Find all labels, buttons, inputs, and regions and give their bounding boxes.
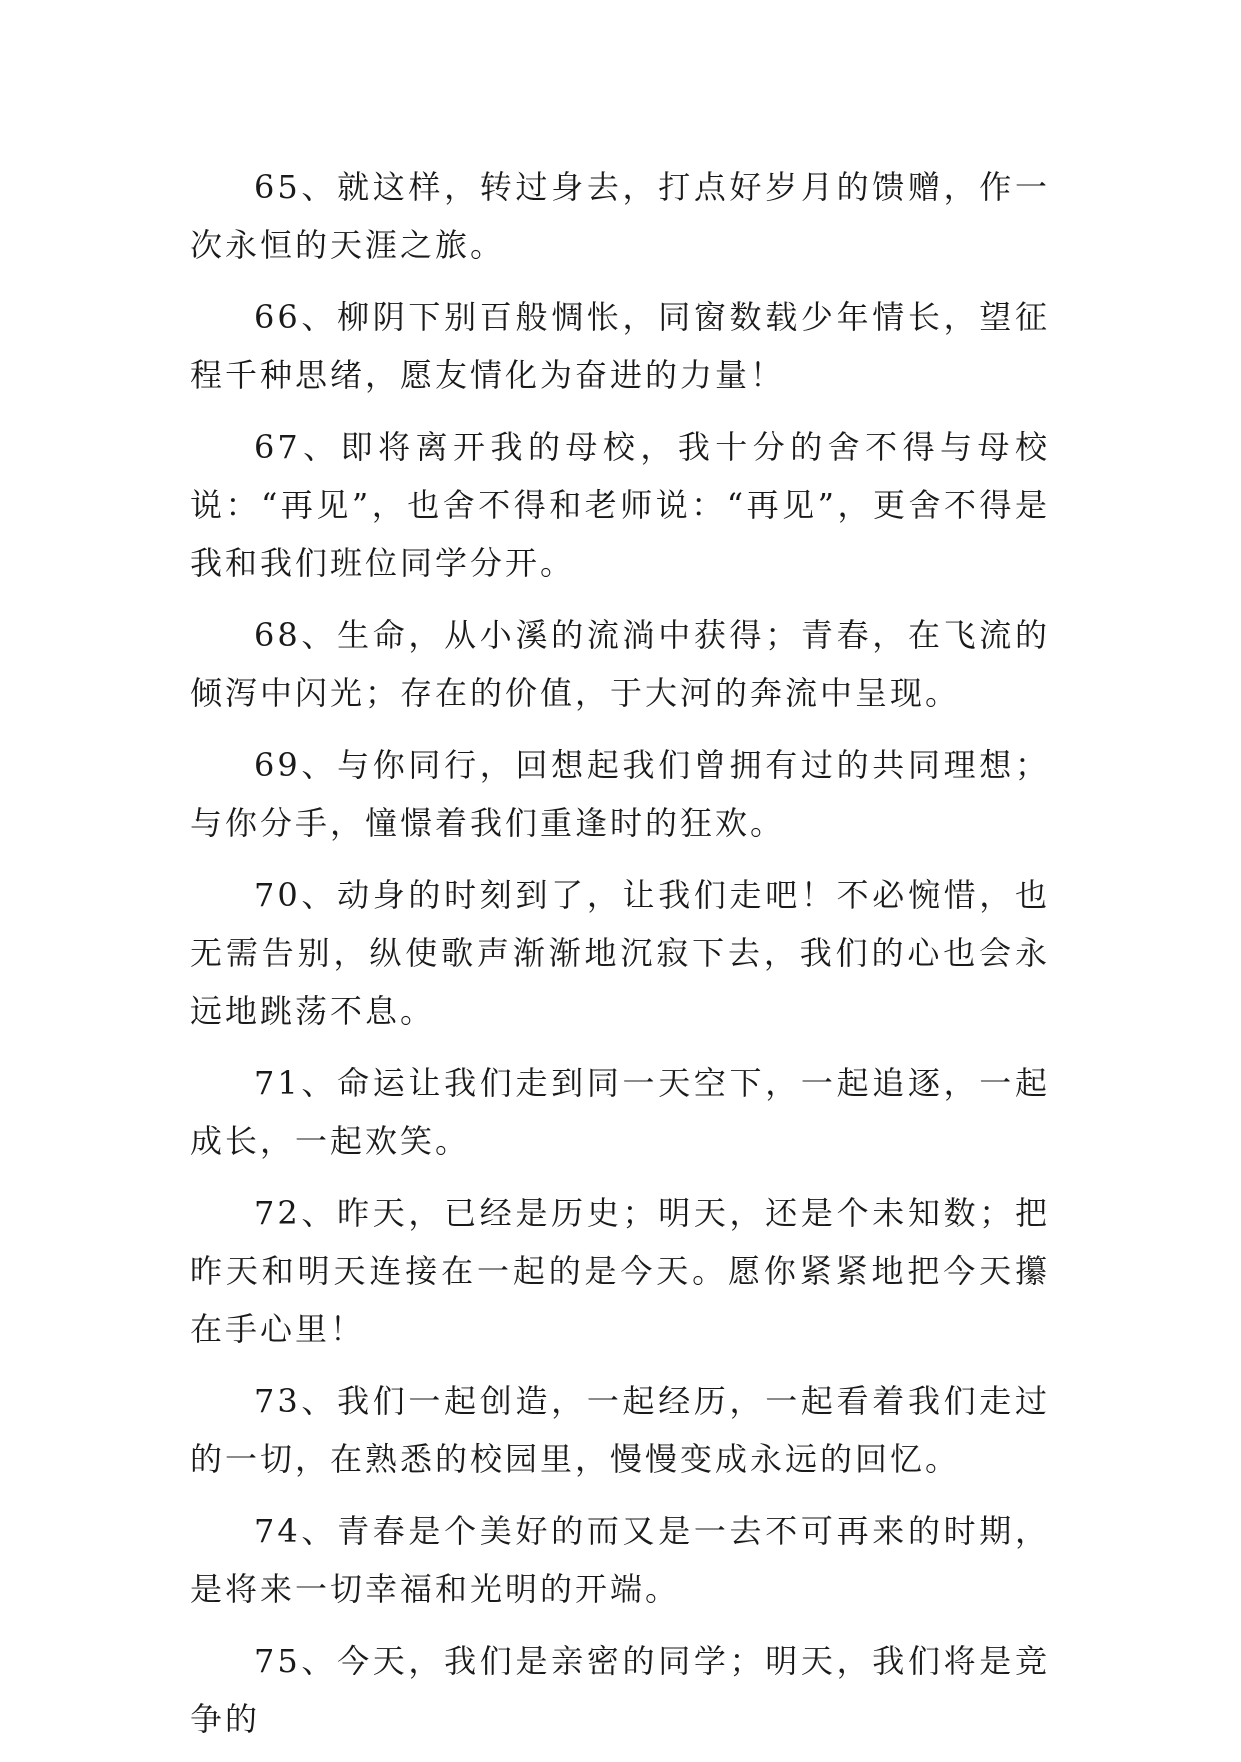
paragraph-75: 75、今天，我们是亲密的同学；明天，我们将是竞争的 (190, 1642, 1050, 1738)
paragraph-65: 65、就这样，转过身去，打点好岁月的馈赠，作一次永恒的天涯之旅。 (190, 168, 1050, 264)
paragraph-69: 69、与你同行，回想起我们曾拥有过的共同理想；与你分手，憧憬着我们重逢时的狂欢。 (190, 746, 1050, 842)
paragraph-67: 67、即将离开我的母校，我十分的舍不得与母校说：“再见”，也舍不得和老师说：“再见”，更舍不得是我和我们班位同学分开。 (190, 428, 1050, 582)
paragraph-72: 72、昨天，已经是历史；明天，还是个未知数；把昨天和明天连接在一起的是今天。愿你紧紧地把今天攥在手心里！ (190, 1194, 1050, 1348)
paragraph-71: 71、命运让我们走到同一天空下，一起追逐，一起成长，一起欢笑。 (190, 1064, 1050, 1160)
document-body (190, 158, 1050, 1762)
paragraph-70: 70、动身的时刻到了，让我们走吧！不必惋惜，也无需告别，纵使歌声渐渐地沉寂下去，我们的心也会永远地跳荡不息。 (190, 876, 1050, 1030)
paragraph-66: 66、柳阴下别百般惆怅，同窗数载少年情长，望征程千种思绪，愿友情化为奋进的力量！ (190, 298, 1050, 394)
paragraph-73: 73、我们一起创造，一起经历，一起看着我们走过的一切，在熟悉的校园里，慢慢变成永远的回忆。 (190, 1382, 1050, 1478)
paragraph-68: 68、生命，从小溪的流淌中获得；青春，在飞流的倾泻中闪光；存在的价值，于大河的奔流中呈现。 (190, 616, 1050, 712)
paragraph-74: 74、青春是个美好的而又是一去不可再来的时期，是将来一切幸福和光明的开端。 (190, 1512, 1050, 1608)
